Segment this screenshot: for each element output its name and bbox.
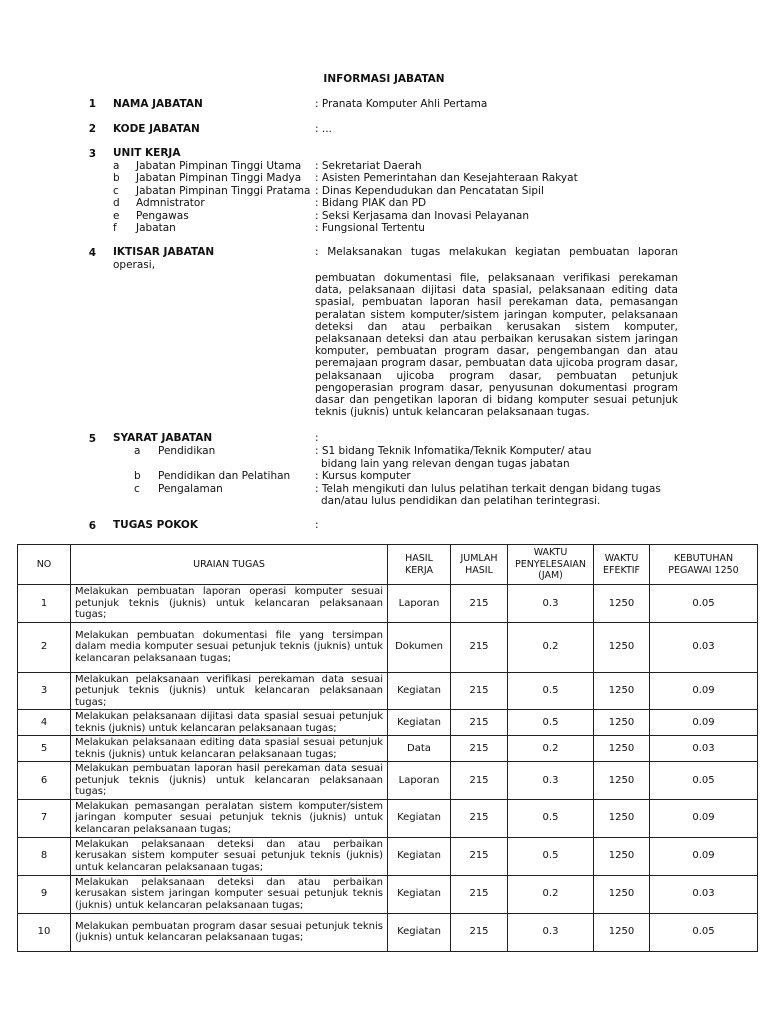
cell-waktu: 0.3 [508, 762, 594, 800]
cell-efektif: 1250 [594, 913, 650, 951]
syarat-item-value: : S1 bidang Teknik Infomatika/Teknik Komputer/ atau [315, 445, 592, 457]
header-efektif: WAKTU EFEKTIF [594, 545, 650, 585]
cell-efektif: 1250 [594, 799, 650, 837]
tugas-table [17, 544, 758, 952]
header-waktu: WAKTU PENYELESAIAN (JAM) [508, 545, 594, 585]
cell-no: 8 [18, 837, 71, 875]
item-label: Jabatan Pimpinan Tinggi Pratama [136, 184, 311, 197]
table-row [18, 585, 758, 623]
syarat-item-label: Pendidikan [158, 445, 216, 457]
cell-no: 3 [18, 672, 71, 710]
item-key: d [113, 197, 120, 210]
cell-hasil: Laporan [388, 762, 451, 800]
cell-waktu: 0.5 [508, 837, 594, 875]
tugas-pokok-colon: : [315, 519, 319, 531]
cell-kebutuhan: 0.05 [650, 762, 758, 800]
iktisar-wrap: operasi, [113, 259, 156, 271]
cell-uraian: Melakukan pelaksanaan editing data spasial sesuai petunjuk teknis (juknis) untuk kelancaran pelaksanaan tugas; [71, 736, 388, 762]
table-header-row [18, 545, 758, 585]
iktisar-body: pembuatan dokumentasi file, pelaksanaan verifikasi perekaman data, pelaksanaan dijitasi data spasial, pelaksanaan editing data spasial, pembuatan laporan hasil perekaman data, pemasangan peralatan sistem komputer/sistem jaringan komputer, pelaksanaan deteksi dan atau perbaikan kerusakan sistem komputer, pelaksanaan deteksi dan atau perbaikan kerusakan sistem jaringan komputer, pembuatan program dasar, pengembangan dan atau peremajaan program dasar, pembuatan data ujicoba program dasar, pelaksanaan ujicoba program dasar, pembuatan petunjuk pengoperasian program dasar, penyusunan dokumentasi program dasar dan pengetikan laporan di bidang komputer sesuai petunjuk teknis (juknis) untuk kelancaran pelaksanaan tugas. [315, 272, 678, 419]
cell-waktu: 0.2 [508, 875, 594, 913]
cell-jumlah: 215 [451, 799, 508, 837]
cell-waktu: 0.5 [508, 672, 594, 710]
item-label: Jabatan [136, 221, 176, 234]
cell-waktu: 0.5 [508, 710, 594, 736]
cell-no: 2 [18, 622, 71, 672]
cell-waktu: 0.3 [508, 585, 594, 623]
header-no: NO [18, 545, 71, 585]
cell-kebutuhan: 0.09 [650, 672, 758, 710]
table-row [18, 837, 758, 875]
cell-hasil: Kegiatan [388, 799, 451, 837]
field-number: 4 [88, 247, 96, 259]
cell-no: 10 [18, 913, 71, 951]
cell-jumlah: 215 [451, 672, 508, 710]
syarat-item: b [134, 470, 141, 482]
item-label: Jabatan Pimpinan Tinggi Utama [136, 160, 302, 172]
cell-hasil: Kegiatan [388, 913, 451, 951]
cell-waktu: 0.5 [508, 799, 594, 837]
item-key: b [113, 172, 120, 185]
cell-jumlah: 215 [451, 585, 508, 623]
header-jumlah: JUMLAH HASIL [451, 545, 508, 585]
syarat-item-value-2: dan/atau lulus pendidikan dan pelatihan terintegrasi. [321, 495, 601, 507]
cell-kebutuhan: 0.09 [650, 799, 758, 837]
table-row [18, 672, 758, 710]
cell-waktu: 0.2 [508, 622, 594, 672]
field-number: 3 [88, 148, 96, 160]
item-value: : Sekretariat Daerah [315, 160, 422, 172]
cell-waktu: 0.3 [508, 913, 594, 951]
cell-kebutuhan: 0.05 [650, 585, 758, 623]
item-key: a [113, 160, 120, 172]
header-kebutuhan: KEBUTUHAN PEGAWAI 1250 [650, 545, 758, 585]
cell-efektif: 1250 [594, 875, 650, 913]
syarat-item-value: : Kursus komputer [315, 470, 411, 482]
table-row [18, 736, 758, 762]
iktisar-jabatan-label: IKTISAR JABATAN [113, 246, 215, 258]
field-number: 5 [88, 433, 96, 445]
cell-efektif: 1250 [594, 622, 650, 672]
cell-kebutuhan: 0.09 [650, 710, 758, 736]
cell-kebutuhan: 0.03 [650, 736, 758, 762]
cell-hasil: Kegiatan [388, 837, 451, 875]
cell-efektif: 1250 [594, 736, 650, 762]
cell-no: 7 [18, 799, 71, 837]
cell-uraian: Melakukan pembuatan program dasar sesuai petunjuk teknis (juknis) untuk kelancaran pelaksanaan tugas; [71, 913, 388, 951]
cell-kebutuhan: 0.09 [650, 837, 758, 875]
page-title: INFORMASI JABATAN [323, 73, 445, 85]
field-number: 2 [88, 123, 96, 135]
cell-uraian: Melakukan pelaksanaan deteksi dan atau perbaikan kerusakan sistem komputer sesuai petunjuk teknis (juknis) untuk kelancaran pelaksanaan tugas; [71, 837, 388, 875]
syarat-item-value-2: bidang lain yang relevan dengan tugas jabatan [321, 458, 570, 470]
cell-efektif: 1250 [594, 585, 650, 623]
unit-kerja-label: UNIT KERJA [113, 147, 181, 159]
cell-jumlah: 215 [451, 913, 508, 951]
cell-no: 6 [18, 762, 71, 800]
table-row [18, 799, 758, 837]
cell-uraian: Melakukan pelaksanaan verifikasi perekaman data sesuai petunjuk teknis (juknis) untuk kelancaran pelaksanaan tugas; [71, 672, 388, 710]
item-value: : Asisten Pemerintahan dan Kesejahteraan Rakyat [315, 172, 578, 185]
cell-jumlah: 215 [451, 875, 508, 913]
syarat-colon: : [315, 432, 319, 444]
cell-kebutuhan: 0.05 [650, 913, 758, 951]
item-value: : Dinas Kependudukan dan Pencatatan Sipil [315, 184, 544, 197]
cell-no: 9 [18, 875, 71, 913]
syarat-item-label: Pendidikan dan Pelatihan [158, 470, 291, 482]
header-hasil: HASIL KERJA [388, 545, 451, 585]
cell-no: 5 [18, 736, 71, 762]
tugas-pokok-label: TUGAS POKOK [113, 519, 198, 531]
table-row [18, 762, 758, 800]
cell-hasil: Dokumen [388, 622, 451, 672]
cell-hasil: Kegiatan [388, 672, 451, 710]
cell-kebutuhan: 0.03 [650, 875, 758, 913]
table-row [18, 622, 758, 672]
cell-uraian: Melakukan pelaksanaan dijitasi data spasial sesuai petunjuk teknis (juknis) untuk kelancaran pelaksanaan tugas; [71, 710, 388, 736]
kode-jabatan-value: : ... [315, 123, 332, 135]
kode-jabatan-label: KODE JABATAN [113, 123, 200, 135]
syarat-item-value: : Telah mengikuti dan lulus pelatihan terkait dengan bidang tugas [315, 483, 661, 495]
cell-jumlah: 215 [451, 837, 508, 875]
cell-no: 4 [18, 710, 71, 736]
item-value: : Seksi Kerjasama dan Inovasi Pelayanan [315, 209, 530, 222]
item-label: Pengawas [136, 209, 189, 222]
syarat-item: c [134, 483, 140, 495]
cell-uraian: Melakukan pembuatan laporan hasil perekaman data sesuai petunjuk teknis (juknis) untuk kelancaran pelaksanaan tugas; [71, 762, 388, 800]
cell-jumlah: 215 [451, 736, 508, 762]
cell-efektif: 1250 [594, 762, 650, 800]
item-label: Admnistrator [136, 197, 205, 210]
cell-waktu: 0.2 [508, 736, 594, 762]
item-value: : Fungsional Tertentu [315, 221, 425, 234]
cell-uraian: Melakukan pemasangan peralatan sistem komputer/sistem jaringan komputer sesuai petunjuk teknis (juknis) untuk kelancaran pelaksanaan tugas; [71, 799, 388, 837]
cell-uraian: Melakukan pembuatan laporan operasi komputer sesuai petunjuk teknis (juknis) untuk kelancaran pelaksanaan tugas; [71, 585, 388, 623]
nama-jabatan-label: NAMA JABATAN [113, 98, 203, 110]
nama-jabatan-value: : Pranata Komputer Ahli Pertama [315, 98, 488, 110]
cell-jumlah: 215 [451, 762, 508, 800]
field-number: 6 [88, 520, 96, 532]
cell-efektif: 1250 [594, 710, 650, 736]
cell-uraian: Melakukan pelaksanaan deteksi dan atau perbaikan kerusakan sistem jaringan komputer sesuai petunjuk teknis (juknis) untuk kelancaran pelaksanaan tugas; [71, 875, 388, 913]
cell-efektif: 1250 [594, 837, 650, 875]
cell-hasil: Kegiatan [388, 875, 451, 913]
cell-jumlah: 215 [451, 710, 508, 736]
item-value: : Bidang PIAK dan PD [315, 197, 427, 210]
item-key: f [113, 221, 117, 234]
syarat-jabatan-label: SYARAT JABATAN [113, 432, 213, 444]
syarat-item: a [134, 445, 141, 457]
cell-hasil: Laporan [388, 585, 451, 623]
cell-efektif: 1250 [594, 672, 650, 710]
cell-no: 1 [18, 585, 71, 623]
iktisar-first-line: : Melaksanakan tugas melakukan kegiatan pembuatan laporan [315, 246, 678, 258]
cell-uraian: Melakukan pembuatan dokumentasi file yang tersimpan dalam media komputer sesuai petunjuk teknis (juknis) untuk kelancaran pelaksanaan tugas; [71, 622, 388, 672]
item-key: c [113, 184, 119, 197]
cell-jumlah: 215 [451, 622, 508, 672]
table-row [18, 875, 758, 913]
cell-hasil: Data [388, 736, 451, 762]
cell-hasil: Kegiatan [388, 710, 451, 736]
cell-kebutuhan: 0.03 [650, 622, 758, 672]
item-label: Jabatan Pimpinan Tinggi Madya [136, 172, 302, 185]
field-number: 1 [88, 98, 96, 110]
syarat-item-label: Pengalaman [158, 483, 223, 495]
item-key: e [113, 209, 120, 222]
table-row [18, 710, 758, 736]
table-row [18, 913, 758, 951]
header-uraian: URAIAN TUGAS [71, 545, 388, 585]
